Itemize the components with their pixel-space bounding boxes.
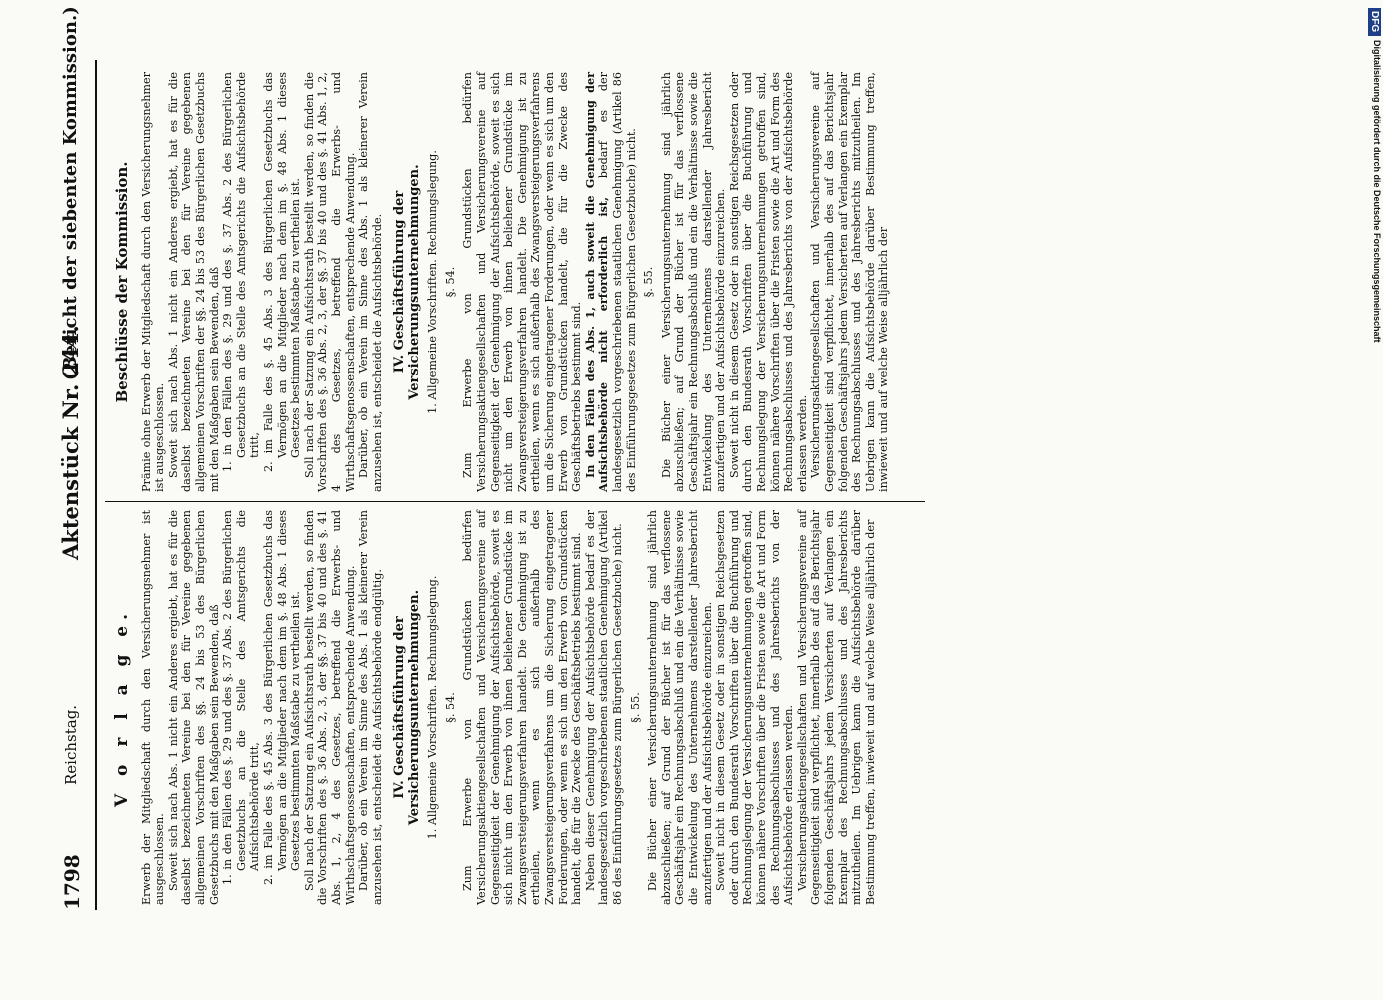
left-para55c: Versicherungsaktiengesellschaften und Versicherungsvereine auf Gegenseitigkeit sind verpflichtet, innerhalb des auf das Berichtsjahr folgenden Geschäftsjahrs jedem Versicherten auf Verlangen ein Exemplar des Rechnungsabschlusses und des Jahresberichts mitzutheilen. Im Uebrigen kann die Aufsichtsbehörde darüber Bestimmung treffen, inwieweit und auf welche Weise alljährlich der (795, 510, 877, 905)
right-para2: Soll nach der Satzung ein Aufsichtsrath bestellt werden, so finden die Vorschriften des §. 36 Abs. 2, 3, der §§. 37 bis 40 und des §. 41 Abs. 1, 2, 4 des Gesetzes, betreffend die Erwerbs- und Wirthschaftsgenossenschaften, entsprechende Anwendung. (302, 72, 357, 492)
right-column (112, 72, 891, 492)
left-para2: Soll nach der Satzung ein Aufsichtsrath bestellt werden, so finden die Vorschriften des §. 36 Abs. 2, 3, der §§. 37 bis 40 und des §. 41 Abs. 1, 2, 4 des Gesetzes, betreffend die Erwerbs- und Wirthschaftsgenossenschaften, entsprechende Anwendung. (302, 510, 357, 905)
left-para55b: Soweit nicht in diesem Gesetz oder in sonstigen Reichsgesetzen oder durch den Bundesrath Vorschriften über die Buchführung und Rechnungslegung der Versicherungsunternehmungen getroffen sind, können nähere Vorschriften über die Fristen sowie die Art und Form des Rechnungsabschlusses und des Jahresberichts von der Aufsichtsbehörde erlassen werden. (714, 510, 796, 905)
left-para3: Darüber, ob ein Verein im Sinne des Abs. 1 als kleinerer Verein anzusehen ist, entscheidet die Aufsichtsbehörde endgültig. (357, 510, 384, 905)
right-para55c: Versicherungsaktiengesellschaften und Versicherungsvereine auf Gegenseitigkeit sind verpflichtet, innerhalb des auf das Berichtsjahr folgenden Geschäftsjahrs jedem Versicherten auf Verlangen ein Exemplar des Rechnungsabschlusses und des Jahresberichts mitzutheilen. Im Uebrigen kann die Aufsichtsbehörde darüber Bestimmung treffen, inwieweit und auf welche Weise alljährlich der (809, 72, 891, 492)
right-para54b-bold: In den Fällen des Abs. 1, auch soweit die Genehmigung der Aufsichtsbehörde nicht erforderlich ist, (582, 72, 611, 492)
right-para54-label: §. 54. (443, 266, 457, 298)
left-intro: Erwerb der Mitgliedschaft durch den Versicherungsnehmer ist ausgeschlossen. (139, 510, 167, 905)
left-para55-label: §. 55. (628, 692, 642, 723)
parliament-label: Reichstag. (62, 704, 80, 785)
dfg-logo-text: DFG (1369, 11, 1380, 33)
dfg-logo (1368, 8, 1381, 36)
left-section-heading: IV. Geschäftsführung der Versicherungsunternehmungen. (392, 589, 423, 826)
dfg-credit (1370, 40, 1382, 600)
page-number: 1798 (60, 854, 84, 910)
right-para54: Zum Erwerbe von Grundstücken bedürfen Versicherungsaktiengesellschaften und Versicherungsvereine auf Gegenseitigkeit der Genehmigung der Aufsichtsbehörde, soweit es sich nicht um den Erwerb von ihnen beliehener Grundstücke im Zwangsversteigerungsverfahren handelt. Die Genehmigung ist zu ertheilen, wenn es sich außerhalb des Zwangsversteigerungsverfahrens um die Sicherung eingetragener Forderungen, oder wenn es sich um den Erwerb von Grundstücken handelt, die für die Zwecke des Geschäftsbetriebs bestimmt sind. (461, 72, 584, 492)
right-para54b-wrapper (584, 72, 638, 492)
left-item1: 1. in den Fällen des §. 29 und des §. 37 Abs. 2 des Bürgerlichen Gesetzbuchs an die Stelle des Amtsgerichts die Aufsichtsbehörde tritt, (221, 510, 262, 885)
vorlage-title: V o r l a g e. (112, 607, 132, 808)
right-item2: 2. im Falle des §. 45 Abs. 3 des Bürgerlichen Gesetzbuchs das Vermögen an die Mitglieder nach dem im §. 48 Abs. 1 dieses Gesetzes bestimmten Maßstabe zu vertheilen ist. (261, 72, 303, 472)
left-para1: Soweit sich nach Abs. 1 nicht ein Anderes ergiebt, hat es für die daselbst bezeichneten Vereine bei den für Vereine gegebenen allgemeinen Vorschriften des §§. 24 bis 53 des Bürgerlichen Gesetzbuchs mit den Maßgaben sein Bewenden, daß (166, 510, 221, 905)
right-para3: Darüber, ob ein Verein im Sinne des Abs. 1 als kleinerer Verein anzusehen ist, entscheidet die Aufsichtsbehörde. (357, 72, 384, 492)
document-number: Aktenstück Nr. 244. (58, 325, 83, 560)
left-para54-label: §. 54. (443, 692, 457, 723)
right-para54b: bedarf es der landesgesetzlich vorgeschriebenen staatlichen Genehmigung (Artikel 86 des Einführungsgesetzes zum Bürgerlichen Gesetzbuche) nicht. (597, 72, 638, 492)
column-divider (105, 501, 925, 502)
header-rule (95, 60, 97, 910)
dfg-credit-text: Digitalisierung gefördert durch die Deutsche Forschungsgemeinschaft (1372, 40, 1382, 343)
left-para55: Die Bücher einer Versicherungsunternehmung sind jährlich abzuschließen; auf Grund der Bücher ist für das verflossene Geschäftsjahr ein Rechnungsabschluß und ein die Verhältnisse sowie die Entwickelung des Unternehmens darstellender Jahresbericht anzufertigen und der Aufsichtsbehörde einzureichen. (646, 510, 714, 905)
right-para1: Soweit sich nach Abs. 1 nicht ein Anderes ergiebt, hat es für die daselbst bezeichneten Vereine bei den für Vereine gegebenen allgemeinen Vorschriften der §§. 24 bis 53 des Bürgerlichen Gesetzbuchs mit den Maßgaben sein Bewenden, daß (166, 72, 221, 492)
left-column (112, 510, 877, 905)
left-para54b: Neben dieser Genehmigung der Aufsichtsbehörde bedarf es der landesgesetzlich vorgeschriebenen staatlichen Genehmigung (Artikel 86 des Einführungsgesetzes zum Bürgerlichen Gesetzbuche) nicht. (583, 510, 624, 905)
right-section-heading: IV. Geschäftsführung der Versicherungsunternehmungen. (392, 164, 423, 400)
left-subheading: 1. Allgemeine Vorschriften. Rechnungslegung. (426, 575, 440, 840)
right-intro: Prämie ohne Erwerb der Mitgliedschaft durch den Versicherungsnehmer ist ausgeschlossen. (139, 72, 167, 492)
report-label: (Bericht der siebenten Kommission.) (60, 6, 81, 380)
right-item1: 1. in den Fällen des §. 29 und des §. 37 Abs. 2 des Bürgerlichen Gesetzbuchs an die Stelle des Amtsgerichts die Aufsichtsbehörde tritt, (221, 72, 262, 472)
right-para55-label: §. 55. (642, 266, 656, 298)
right-subheading: 1. Allgemeine Vorschriften. Rechnungslegung. (426, 150, 440, 414)
kommission-title: Beschlüsse der Kommission. (113, 161, 131, 403)
right-para55: Die Bücher einer Versicherungsunternehmung sind jährlich abzuschließen; auf Grund der Bücher ist für das verflossene Geschäftsjahr ein Rechnungsabschluß und ein die Verhältnisse sowie die Entwickelung des Unternehmens darstellender Jahresbericht anzufertigen und der Aufsichtsbehörde einzureichen. (659, 72, 728, 492)
left-item2: 2. im Falle des §. 45 Abs. 3 des Bürgerlichen Gesetzbuchs das Vermögen an die Mitglieder nach dem im §. 48 Abs. 1 dieses Gesetzes bestimmten Maßstabe zu vertheilen ist. (261, 510, 303, 885)
left-para54: Zum Erwerbe von Grundstücken bedürfen Versicherungsaktiengesellschaften und Versicherungsvereine auf Gegenseitigkeit der Genehmigung der Aufsichtsbehörde, soweit es sich nicht um den Erwerb von ihnen beliehener Grundstücke im Zwangsversteigerungsverfahren handelt. Die Genehmigung ist zu ertheilen, wenn es sich außerhalb des Zwangsversteigerungsverfahrens um die Sicherung eingetragener Forderungen, oder wenn es sich um den Erwerb von Grundstücken handelt, die für die Zwecke des Geschäftsbetriebs bestimmt sind. (461, 510, 584, 905)
right-para55b: Soweit nicht in diesem Gesetz oder in sonstigen Reichsgesetzen oder durch den Bundesrath Vorschriften über die Buchführung und Rechnungslegung der Versicherungsunternehmungen getroffen sind, können nähere Vorschriften über die Fristen sowie die Art und Form des Rechnungsabschlusses und des Jahresberichts von der Aufsichtsbehörde erlassen werden. (727, 72, 809, 492)
